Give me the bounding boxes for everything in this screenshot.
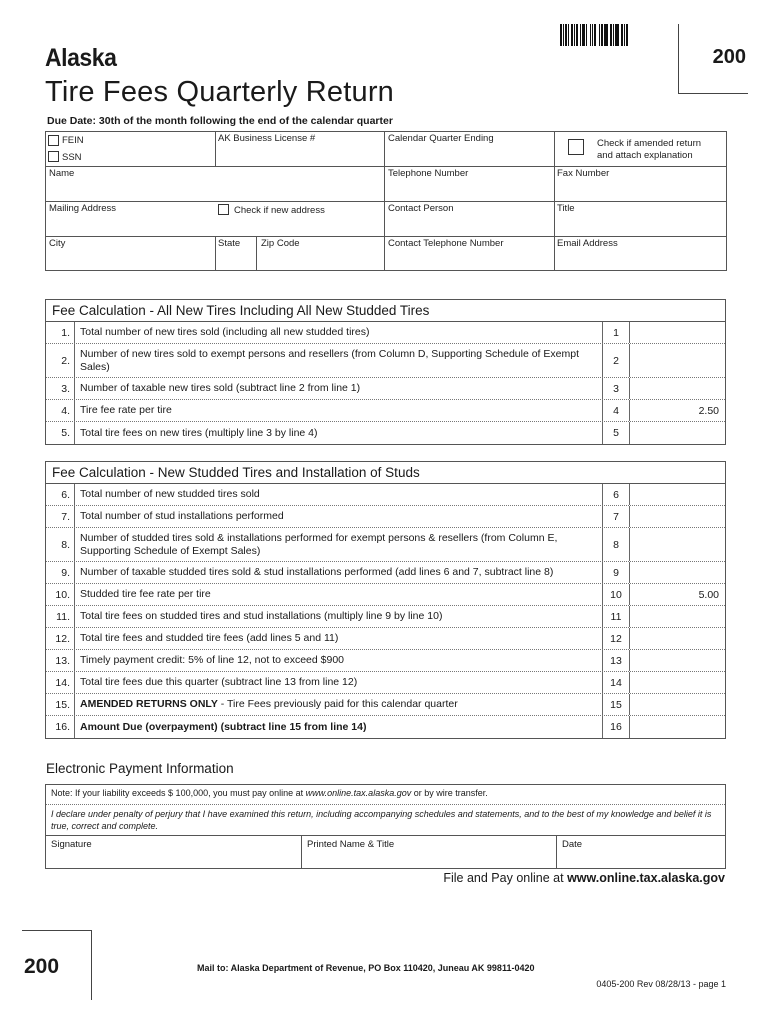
row-number: 1. bbox=[46, 322, 75, 343]
row-description: Number of studded tires sold & installations performed for exempt persons & resellers (from Column E, Supporting Schedule of Exempt Sales) bbox=[80, 531, 558, 557]
table-row bbox=[46, 672, 725, 694]
row-description: Number of new tires sold to exempt persons and resellers (from Column D, Supporting Schedule of Exempt Sales) bbox=[80, 347, 579, 373]
fein-label: FEIN bbox=[62, 135, 84, 146]
contact-person-field[interactable]: Contact Person bbox=[388, 203, 454, 214]
declaration-text: I declare under penalty of perjury that I have examined this return, including accompanying schedules and statements, and to the best of my knowledge and belief it is true, correct and complete. bbox=[51, 809, 712, 831]
row-description bbox=[75, 698, 602, 711]
table-row bbox=[46, 584, 725, 606]
row-description: Total number of new tires sold (including all new studded tires) bbox=[80, 326, 370, 338]
row-description bbox=[75, 721, 602, 734]
row-line-number: 7 bbox=[602, 506, 630, 527]
row-description: Total number of new studded tires sold bbox=[80, 488, 260, 500]
row-description-bold: AMENDED RETURNS ONLY bbox=[80, 698, 218, 710]
row-number: 11. bbox=[46, 606, 75, 627]
row-description: Number of taxable new tires sold (subtract line 2 from line 1) bbox=[80, 382, 361, 394]
new-address-label: Check if new address bbox=[234, 205, 325, 216]
fee-calc-all-tires-table bbox=[45, 299, 726, 445]
signature-field[interactable]: Signature bbox=[46, 836, 302, 868]
table-row bbox=[46, 716, 725, 738]
row-description: Tire fee rate per tire bbox=[80, 404, 172, 416]
row-number: 9. bbox=[46, 562, 75, 583]
date-field[interactable]: Date bbox=[562, 839, 583, 850]
row-line-number: 13 bbox=[602, 650, 630, 671]
row-number: 16. bbox=[46, 716, 75, 738]
row-number: 2. bbox=[46, 344, 75, 377]
table-row bbox=[46, 422, 725, 444]
zip-field[interactable]: Zip Code bbox=[261, 238, 300, 249]
row-number: 3. bbox=[46, 378, 75, 399]
row-description-rest: - Tire Fees previously paid for this calendar quarter bbox=[217, 698, 458, 710]
row-description: Number of taxable studded tires sold & stud installations performed (add lines 6 and 7, subtract line 8) bbox=[80, 566, 554, 578]
row-line-number: 11 bbox=[602, 606, 630, 627]
row-number: 13. bbox=[46, 650, 75, 671]
row-number: 4. bbox=[46, 400, 75, 421]
form-number: 200 bbox=[712, 46, 746, 68]
state-field[interactable]: State bbox=[218, 238, 241, 249]
title-field[interactable]: Title bbox=[557, 203, 575, 214]
row-number: 6. bbox=[46, 484, 75, 505]
row-line-number: 1 bbox=[602, 322, 630, 343]
row-description: Total number of stud installations performed bbox=[80, 510, 284, 522]
table-row bbox=[46, 528, 725, 562]
row-number: 12. bbox=[46, 628, 75, 649]
row-line-number: 14 bbox=[602, 672, 630, 693]
row-description: Total tire fees and studded tire fees (add lines 5 and 11) bbox=[80, 632, 339, 644]
printed-name-field[interactable]: Printed Name & Title bbox=[302, 836, 557, 868]
row-number: 10. bbox=[46, 584, 75, 605]
footer-form-number: 200 bbox=[24, 955, 60, 978]
row-description: Studded tire fee rate per tire bbox=[80, 588, 211, 600]
row-number: 7. bbox=[46, 506, 75, 527]
row-line-number: 12 bbox=[602, 628, 630, 649]
fein-checkbox[interactable] bbox=[48, 135, 59, 146]
row-line-number: 6 bbox=[602, 484, 630, 505]
file-online bbox=[443, 871, 725, 885]
table-row bbox=[46, 484, 725, 506]
table-row bbox=[46, 650, 725, 672]
table-row bbox=[46, 400, 725, 422]
row-line-number: 5 bbox=[602, 422, 630, 444]
page-title: Tire Fees Quarterly Return bbox=[45, 76, 395, 108]
fee-calc-studded-tires-table bbox=[45, 461, 726, 739]
note-suffix: or by wire transfer. bbox=[411, 788, 488, 798]
row-number: 14. bbox=[46, 672, 75, 693]
row-line-number: 3 bbox=[602, 378, 630, 399]
note-prefix: Note: If your liability exceeds $ 100,000, you must pay online at bbox=[51, 788, 306, 798]
mailing-instructions: Mail to: Alaska Department of Revenue, PO Box 110420, Juneau AK 99811-0420 bbox=[197, 963, 535, 973]
quarter-ending-label[interactable]: Calendar Quarter Ending bbox=[388, 133, 494, 144]
contact-telephone-field[interactable]: Contact Telephone Number bbox=[388, 238, 504, 249]
row-line-number: 8 bbox=[602, 528, 630, 561]
file-online-link[interactable]: www.online.tax.alaska.gov bbox=[567, 871, 725, 885]
due-date: Due Date: 30th of the month following the end of the calendar quarter bbox=[47, 115, 393, 127]
signature-row bbox=[46, 836, 725, 868]
table-row bbox=[46, 344, 725, 378]
table-row bbox=[46, 322, 725, 344]
city-field[interactable]: City bbox=[49, 238, 66, 249]
fax-field[interactable]: Fax Number bbox=[557, 168, 610, 179]
revision-info: 0405-200 Rev 08/28/13 - page 1 bbox=[596, 979, 726, 989]
ssn-label: SSN bbox=[62, 152, 82, 163]
table-row bbox=[46, 628, 725, 650]
row-amount-field[interactable]: 5.00 bbox=[698, 588, 719, 601]
row-line-number: 15 bbox=[602, 694, 630, 715]
table-row bbox=[46, 562, 725, 584]
table-row bbox=[46, 606, 725, 628]
amended-return-checkbox[interactable] bbox=[568, 139, 584, 155]
payment-note bbox=[46, 785, 725, 805]
row-number: 8. bbox=[46, 528, 75, 561]
payment-section-title: Electronic Payment Information bbox=[46, 761, 234, 776]
section2-title: Fee Calculation - New Studded Tires and Installation of Studs bbox=[46, 462, 725, 484]
row-description-bold: Amount Due (overpayment) (subtract line 15 from line 14) bbox=[80, 720, 367, 733]
row-line-number: 10 bbox=[602, 584, 630, 605]
file-online-prefix: File and Pay online at bbox=[443, 871, 568, 885]
note-url-link[interactable]: www.online.tax.alaska.gov bbox=[305, 788, 412, 798]
amended-label-line1: Check if amended return bbox=[597, 138, 702, 149]
email-field[interactable]: Email Address bbox=[557, 238, 618, 249]
telephone-field[interactable]: Telephone Number bbox=[388, 168, 469, 179]
ssn-checkbox[interactable] bbox=[48, 151, 59, 162]
row-line-number: 16 bbox=[602, 716, 630, 738]
row-number: 5. bbox=[46, 422, 75, 444]
row-line-number: 9 bbox=[602, 562, 630, 583]
row-description: Total tire fees on studded tires and stud installations (multiply line 9 by line 10) bbox=[80, 610, 443, 622]
new-address-checkbox[interactable] bbox=[218, 204, 229, 215]
declaration bbox=[46, 805, 725, 836]
row-amount-field[interactable]: 2.50 bbox=[698, 404, 719, 417]
table-row bbox=[46, 506, 725, 528]
amended-label-line2: and attach explanation bbox=[597, 150, 693, 161]
table-row bbox=[46, 694, 725, 716]
row-description: Timely payment credit: 5% of line 12, not to exceed $900 bbox=[80, 654, 345, 666]
row-line-number: 4 bbox=[602, 400, 630, 421]
row-description: Total tire fees due this quarter (subtract line 13 from line 12) bbox=[80, 676, 358, 688]
name-field[interactable]: Name bbox=[49, 168, 75, 179]
payment-box bbox=[45, 784, 726, 869]
row-line-number: 2 bbox=[602, 344, 630, 377]
barcode bbox=[560, 24, 628, 46]
row-description: Total tire fees on new tires (multiply line 3 by line 4) bbox=[80, 426, 318, 439]
row-number: 15. bbox=[46, 694, 75, 715]
section1-title: Fee Calculation - All New Tires Including All New Studded Tires bbox=[46, 300, 725, 322]
business-license-label[interactable]: AK Business License # bbox=[218, 133, 316, 144]
state-heading: Alaska bbox=[45, 44, 117, 72]
mailing-address-field[interactable]: Mailing Address bbox=[49, 203, 117, 214]
table-row bbox=[46, 378, 725, 400]
